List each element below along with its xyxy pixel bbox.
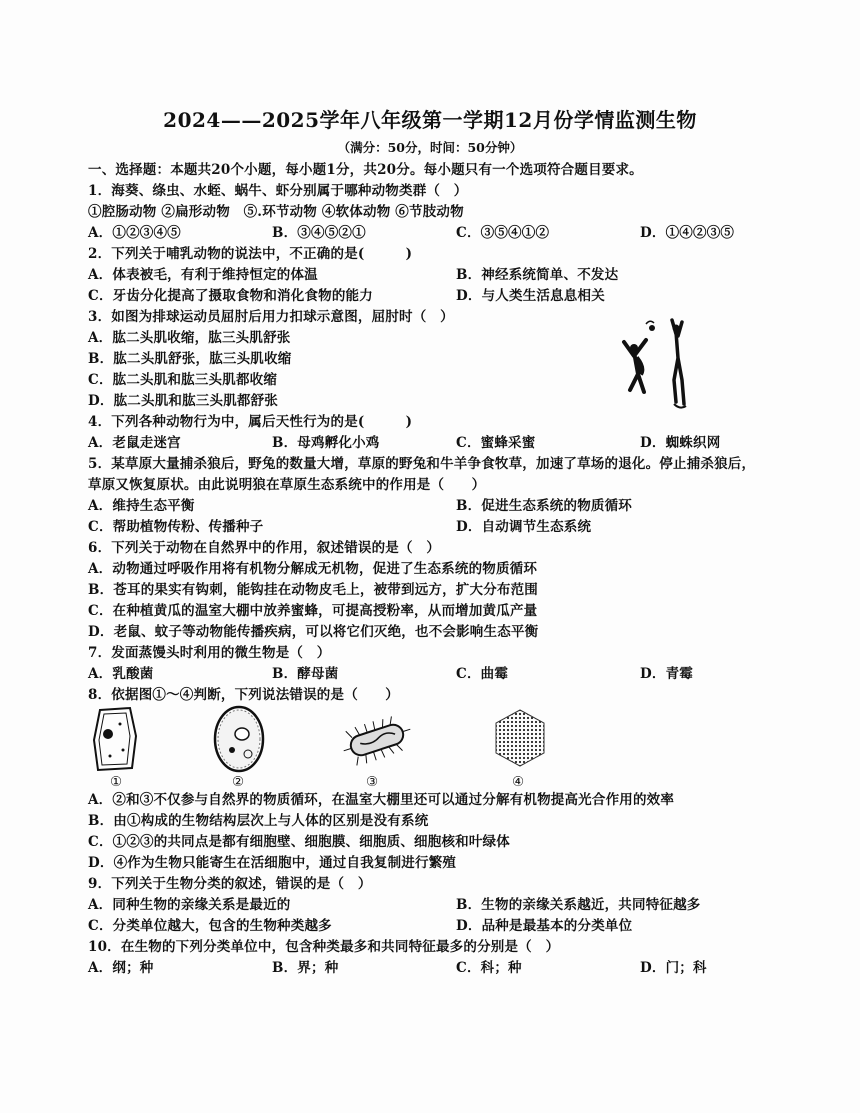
q10-stem: 10．在生物的下列分类单位中，包含种类最多和共同特征最多的分别是（ ） xyxy=(88,939,560,955)
section-heading: 一、选择题：本题共20个小题，每小题1分，共20分。每小题只有一个选项符合题目要求。 xyxy=(88,162,643,178)
q10-option-b: B．界；种 xyxy=(272,960,339,976)
q9-stem: 9．下列关于生物分类的叙述，错误的是（ ） xyxy=(88,876,372,892)
q6-option-d: D．老鼠、蚊子等动物能传播疾病，可以将它们灭绝，也不会影响生态平衡 xyxy=(88,624,539,640)
q3-stem: 3．如图为排球运动员屈肘后用力扣球示意图，屈肘时（ ） xyxy=(88,309,454,325)
q2-option-b: B．神经系统简单、不发达 xyxy=(456,267,619,283)
q4-stem: 4．下列各种动物行为中，属后天性行为的是( ) xyxy=(88,414,413,430)
q4-option-b: B．母鸡孵化小鸡 xyxy=(272,435,380,451)
q7-option-d: D．青霉 xyxy=(640,666,694,682)
q9-option-c: C．分类单位越大，包含的生物种类越多 xyxy=(88,918,332,934)
q6-option-b: B．苍耳的果实有钩刺，能钩挂在动物皮毛上，被带到远方，扩大分布范围 xyxy=(88,582,539,598)
q4-option-c: C．蜜蜂采蜜 xyxy=(456,435,536,451)
q1-option-a: A．①②③④⑤ xyxy=(88,225,181,241)
figure-label-3: ③ xyxy=(366,774,379,790)
q6-stem: 6．下列关于动物在自然界中的作用，叙述错误的是（ ） xyxy=(88,540,441,556)
q3-option-b: B．肱二头肌舒张，肱三头肌收缩 xyxy=(88,351,292,367)
yeast-cell-figure xyxy=(212,704,266,774)
q3-option-d: D．肱二头肌和肱三头肌都舒张 xyxy=(88,393,279,409)
q10-option-a: A．纲；种 xyxy=(88,960,154,976)
page-title: 2024——2025学年八年级第一学期12月份学情监测生物 xyxy=(163,108,697,132)
q3-option-a: A．肱二头肌收缩，肱三头肌舒张 xyxy=(88,330,291,346)
q1-option-c: C．③⑤④①② xyxy=(456,225,550,241)
q8-stem: 8．依据图①～④判断，下列说法错误的是（ ） xyxy=(88,687,399,703)
q6-option-a: A．动物通过呼吸作用将有机物分解成无机物，促进了生态系统的物质循环 xyxy=(88,561,538,577)
bacterium-figure xyxy=(340,712,414,768)
q10-option-c: C．科；种 xyxy=(456,960,522,976)
virus-figure xyxy=(490,708,550,768)
q1-option-d: D．①④②③⑤ xyxy=(640,225,735,241)
q1-stem: 1．海葵、绦虫、水蛭、蜗牛、虾分别属于哪种动物类群（ ） xyxy=(88,183,468,199)
q6-option-c: C．在种植黄瓜的温室大棚中放养蜜蜂，可提高授粉率，从而增加黄瓜产量 xyxy=(88,603,538,619)
q8-option-a: A．②和③不仅参与自然界的物质循环，在温室大棚里还可以通过分解有机物提高光合作用的效率 xyxy=(88,792,675,808)
figure-label-2: ② xyxy=(232,774,245,790)
figure-label-1: ① xyxy=(110,774,123,790)
q5-stem-line2: 草原又恢复原状。由此说明狼在草原生态系统中的作用是（ ） xyxy=(88,477,486,493)
q10-option-d: D．门；科 xyxy=(640,960,707,976)
q5-option-c: C．帮助植物传粉、传播种子 xyxy=(88,519,264,535)
q2-option-a: A．体表被毛，有利于维持恒定的体温 xyxy=(88,267,318,283)
q7-stem: 7．发面蒸馒头时利用的微生物是（ ） xyxy=(88,645,331,661)
q4-option-d: D．蜘蛛织网 xyxy=(640,435,721,451)
volleyball-spike-figure xyxy=(612,318,712,418)
q5-option-b: B．促进生态系统的物质循环 xyxy=(456,498,633,514)
q9-option-b: B．生物的亲缘关系越近，共同特征越多 xyxy=(456,897,701,913)
q9-option-d: D．品种是最基本的分类单位 xyxy=(456,918,633,934)
plant-cell-figure xyxy=(90,706,140,772)
q8-option-b: B．由①构成的生物结构层次上与人体的区别是没有系统 xyxy=(88,813,429,829)
q2-option-d: D．与人类生活息息相关 xyxy=(456,288,605,304)
q5-option-a: A．维持生态平衡 xyxy=(88,498,195,514)
q1-list: ①腔肠动物 ②扁形动物 ⑤.环节动物 ④软体动物 ⑥节肢动物 xyxy=(88,204,464,220)
q2-stem: 2．下列关于哺乳动物的说法中，不正确的是( ) xyxy=(88,246,413,262)
q9-option-a: A．同种生物的亲缘关系是最近的 xyxy=(88,897,291,913)
q1-option-b: B．③④⑤②① xyxy=(272,225,366,241)
q8-option-d: D．④作为生物只能寄生在活细胞中，通过自我复制进行繁殖 xyxy=(88,855,457,871)
q2-option-c: C．牙齿分化提高了摄取食物和消化食物的能力 xyxy=(88,288,373,304)
q5-stem-line1: 5．某草原大量捕杀狼后，野兔的数量大增，草原的野兔和牛羊争食牧草，加速了草场的退化。停止捕杀狼后， xyxy=(88,456,756,472)
q4-option-a: A．老鼠走迷宫 xyxy=(88,435,181,451)
q8-option-c: C．①②③的共同点是都有细胞壁、细胞膜、细胞质、细胞核和叶绿体 xyxy=(88,834,510,850)
q7-option-c: C．曲霉 xyxy=(456,666,509,682)
figure-label-4: ④ xyxy=(512,774,525,790)
q7-option-a: A．乳酸菌 xyxy=(88,666,154,682)
page-subtitle: （满分：50分，时间：50分钟） xyxy=(337,140,523,155)
q3-option-c: C．肱二头肌和肱三头肌都收缩 xyxy=(88,372,278,388)
q5-option-d: D．自动调节生态系统 xyxy=(456,519,592,535)
q7-option-b: B．酵母菌 xyxy=(272,666,339,682)
